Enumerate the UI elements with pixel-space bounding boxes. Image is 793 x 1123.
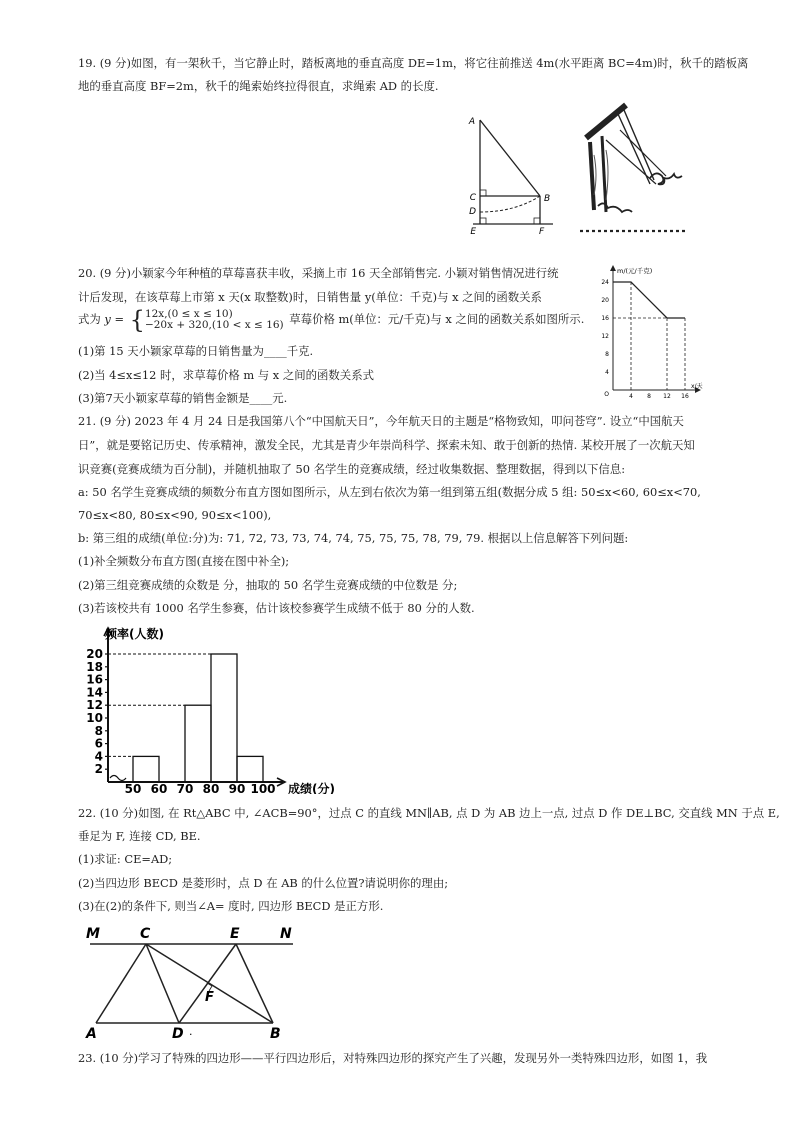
q21-frequency-histogram bbox=[78, 622, 348, 794]
y-tick-label: 10 bbox=[86, 711, 103, 725]
point-label-m: M bbox=[86, 926, 100, 942]
q20-sub3: (3)第7天小颖家草莓的销售金额是____元. bbox=[78, 391, 288, 405]
q22-sub2: (2)当四边形 BECD 是菱形时，点 D 在 AB 的什么位置?请说明你的理由; bbox=[78, 876, 449, 890]
y-tick-label: 4 bbox=[94, 749, 103, 764]
q22-text-line-1: 22. (10 分)如图, 在 Rt△ABC 中, ∠ACB=90°，过点 C 的直线 MN∥AB, 点 D 为 AB 边上一点, 过点 D 作 DE⊥BC, 交直线 MN 于点 E, bbox=[78, 806, 780, 820]
point-label-e: E bbox=[470, 227, 476, 237]
q19-text-line-1: 19. (9 分)如图，有一架秋千，当它静止时，踏板离地的垂直高度 DE=1m，将它往前推送 4m(水平距离 BC=4m)时，秋千的踏板离 bbox=[78, 56, 749, 70]
q20-xtick: 12 bbox=[663, 393, 671, 400]
point-label-f: F bbox=[539, 227, 545, 237]
q21-text-line-2: 日”，就是要铭记历史、传承精神，激发全民，尤其是青少年崇尚科学、探索未知、敢于创新的热情. 某校开展了一次航天知 bbox=[78, 438, 695, 452]
y-tick-label: 20 bbox=[86, 647, 103, 661]
q20-piece-2: −20x + 320,(10 < x ≤ 16) bbox=[144, 319, 284, 331]
q19-text-line-2: 地的垂直高度 BF=2m，秋千的绳索始终拉得很直，求绳索 AD 的长度. bbox=[78, 79, 439, 93]
q21-text-line-5: 70≤x<80, 80≤x<90, 90≤x<100), bbox=[78, 508, 272, 522]
y-axis-label: 频率(人数) bbox=[105, 627, 164, 641]
q20-text-line-3 bbox=[78, 306, 585, 334]
point-label-b: B bbox=[270, 1026, 281, 1042]
q20-formula-y: y = bbox=[104, 312, 125, 326]
q20-piecewise-formula: { 12x,(0 ≤ x ≤ 10) −20x + 320,(10 < x ≤ 16) bbox=[129, 306, 284, 334]
q20-ytick: 24 bbox=[601, 279, 609, 286]
q20-ytick: 20 bbox=[601, 297, 609, 304]
q23-text-line-1: 23. (10 分)学习了特殊的四边形——平行四边形后，对特殊四边形的探究产生了兴趣，发现另外一类特殊四边形，如图 1，我 bbox=[78, 1051, 708, 1065]
q22-sub3: (3)在(2)的条件下, 则当∠A= 度时, 四边形 BECD 是正方形. bbox=[78, 899, 384, 913]
q21-text-line-1: 21. (9 分) 2023 年 4 月 24 日是我国第八个“中国航天日”，今年航天日的主题是“格物致知，叩问苍穹”. 设立“中国航天 bbox=[78, 414, 684, 428]
q21-sub3: (3)若该校共有 1000 名学生参赛，估计该校参赛学生成绩不低于 80 分的人数. bbox=[78, 601, 475, 615]
point-label-a: A bbox=[468, 117, 475, 127]
point-label-b: B bbox=[544, 194, 551, 204]
q21-text-line-4: a: 50 名学生竞赛成绩的频数分布直方图如图所示，从左到右依次为第一组到第五组(数据分成 5 组: 50≤x<60, 60≤x<70, bbox=[78, 485, 701, 499]
point-label-c: C bbox=[469, 193, 476, 203]
q21-text-line-3: 识竞赛(竞赛成绩为百分制)，并随机抽取了 50 名学生的竞赛成绩，经过收集数据、整理数据，得到以下信息: bbox=[78, 462, 626, 476]
q20-ytick: 4 bbox=[605, 369, 609, 376]
y-tick-label: 2 bbox=[94, 762, 103, 777]
axis-break-mark bbox=[110, 776, 126, 781]
q20-ytick: 16 bbox=[601, 315, 609, 322]
q20-graph-ylabel: m/(元/千克) bbox=[617, 267, 653, 275]
q20-price-graph bbox=[590, 262, 710, 402]
histogram-bar bbox=[185, 705, 211, 782]
q22-triangle-diagram bbox=[78, 918, 308, 1044]
y-tick-label: 14 bbox=[86, 685, 103, 700]
q20-formula-prefix: 式为 bbox=[78, 312, 101, 326]
q21-sub1: (1)补全频数分布直方图(直接在图中补全); bbox=[78, 554, 290, 568]
x-tick-label: 70 bbox=[176, 782, 194, 794]
histogram-bar bbox=[211, 654, 237, 782]
y-tick-label: 18 bbox=[86, 659, 103, 674]
y-tick-label: 16 bbox=[86, 672, 103, 687]
q20-ytick: 12 bbox=[601, 333, 609, 340]
point-label-d: D bbox=[172, 1026, 184, 1042]
q20-formula-suffix: 草莓价格 m(单位：元/千克)与 x 之间的函数关系如图所示. bbox=[289, 312, 585, 326]
histogram-bar bbox=[133, 756, 159, 782]
stray-dot: . bbox=[189, 1025, 193, 1038]
q20-graph-xlabel: x/天 bbox=[691, 383, 703, 390]
y-tick-label: 8 bbox=[94, 723, 103, 738]
q20-sub1: (1)第 15 天小颖家草莓的日销售量为____千克. bbox=[78, 344, 314, 358]
x-tick-label: 90 bbox=[228, 782, 246, 794]
y-tick-label: 6 bbox=[94, 736, 103, 751]
q22-text-line-2: 垂足为 F, 连接 CD, BE. bbox=[78, 829, 201, 843]
q20-text-line-1: 20. (9 分)小颖家今年种植的草莓喜获丰收，采摘上市 16 天全部销售完. 小颖对销售情况进行统 bbox=[78, 266, 559, 280]
x-tick-label: 60 bbox=[150, 782, 168, 794]
q20-xtick: 8 bbox=[647, 393, 651, 400]
x-axis-label: 成绩(分) bbox=[288, 782, 335, 794]
q21-text-line-6: b: 第三组的成绩(单位:分)为: 71, 72, 73, 73, 74, 74, 75, 75, 75, 78, 79, 79. 根据以上信息解答下列问题: bbox=[78, 531, 629, 545]
q20-origin: O bbox=[604, 391, 609, 398]
q20-xtick: 4 bbox=[629, 393, 633, 400]
point-label-n: N bbox=[280, 926, 292, 942]
swing-photo-illustration bbox=[578, 100, 698, 240]
q20-piece-1: 12x,(0 ≤ x ≤ 10) bbox=[144, 308, 233, 320]
x-tick-label: 80 bbox=[202, 782, 220, 794]
point-label-e: E bbox=[230, 926, 240, 942]
point-label-a: A bbox=[86, 1026, 97, 1042]
point-label-c: C bbox=[140, 926, 151, 942]
q20-text-line-2: 计后发现，在该草莓上市第 x 天(x 取整数)时，日销售量 y(单位：千克)与 x 之间的函数关系 bbox=[78, 290, 542, 304]
point-label-d: D bbox=[469, 207, 476, 217]
point-label-f: F bbox=[205, 990, 214, 1005]
q19-swing-diagram bbox=[465, 112, 565, 237]
x-tick-label: 100 bbox=[250, 782, 276, 794]
q22-sub1: (1)求证: CE=AD; bbox=[78, 852, 173, 866]
x-tick-label: 50 bbox=[124, 782, 142, 794]
histogram-bar bbox=[237, 756, 263, 782]
q20-sub2: (2)当 4≤x≤12 时，求草莓价格 m 与 x 之间的函数关系式 bbox=[78, 368, 374, 382]
q21-sub2: (2)第三组竞赛成绩的众数是 分，抽取的 50 名学生竞赛成绩的中位数是 分; bbox=[78, 578, 458, 592]
q20-ytick: 8 bbox=[605, 351, 609, 358]
y-tick-label: 12 bbox=[86, 698, 103, 713]
q20-xtick: 16 bbox=[681, 393, 689, 400]
